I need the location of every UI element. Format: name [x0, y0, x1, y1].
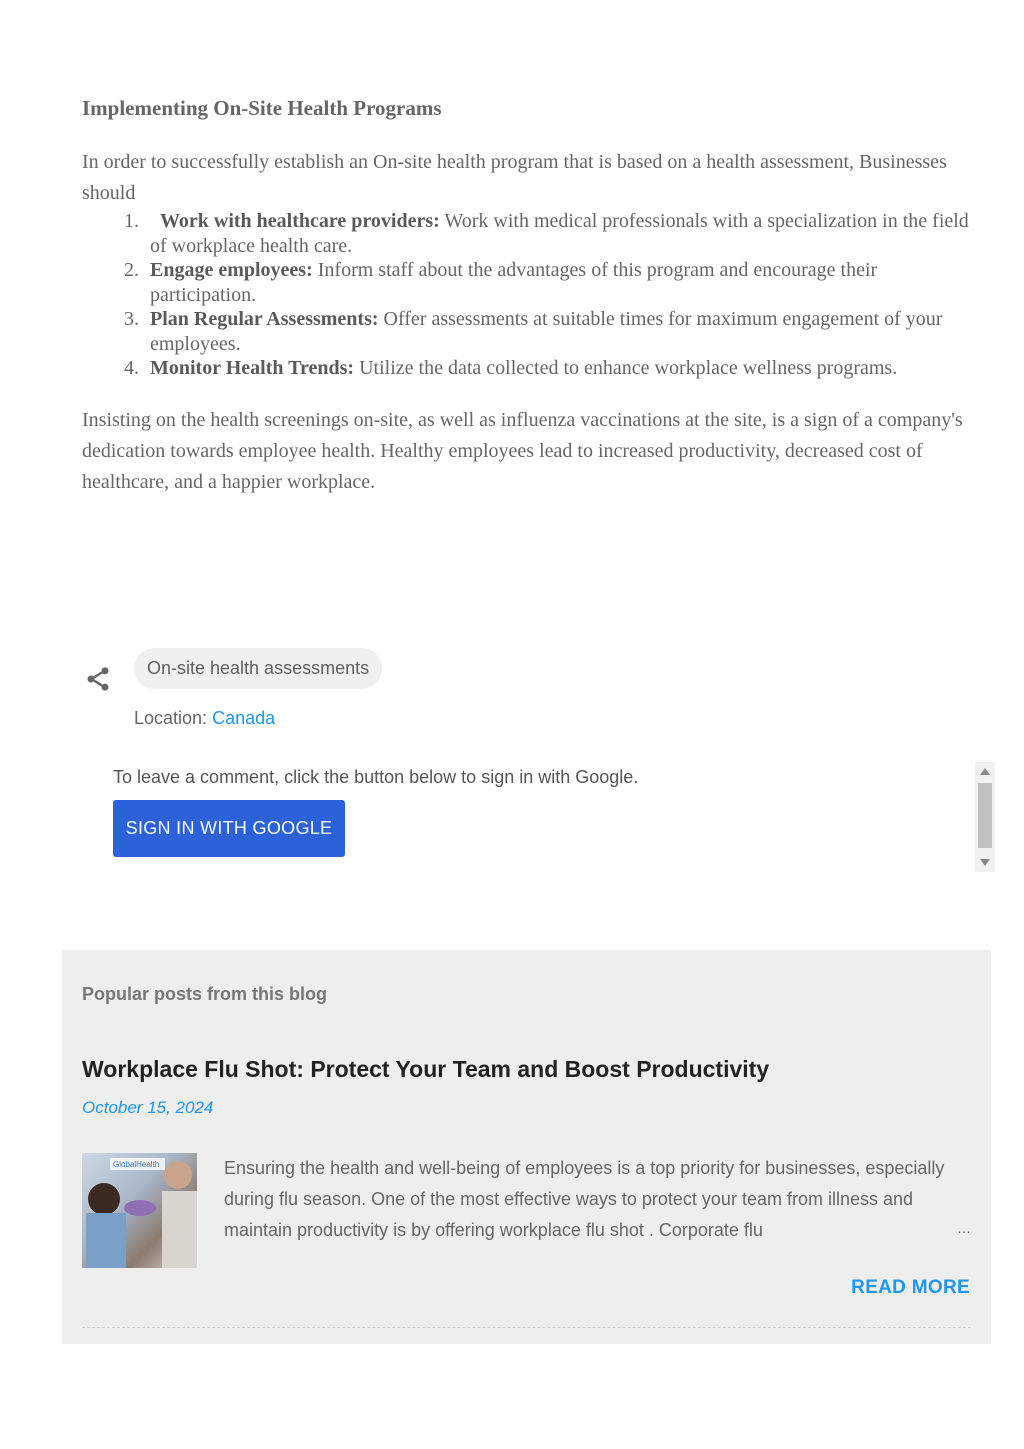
thumbnail-image — [82, 1153, 197, 1268]
step-title: Monitor Health Trends: — [150, 357, 355, 379]
scrollbar[interactable] — [975, 762, 995, 872]
popular-posts — [62, 950, 991, 1344]
step-title: Plan Regular Assessments: — [150, 308, 379, 330]
divider — [82, 1327, 971, 1328]
svg-text:GlobalHealth: GlobalHealth — [113, 1160, 160, 1169]
closing-paragraph: Insisting on the health screenings on-site, as well as influenza vaccinations at the site, is a sign of a company's dedication towards employee health. Healthy employees lead to increased productivity, decreased cost of healthcare, and a happier workplace. — [82, 408, 963, 493]
location-label: Location: — [134, 708, 208, 728]
location-link[interactable]: Canada — [212, 708, 276, 728]
popular-post-thumbnail[interactable] — [82, 1153, 197, 1268]
popular-heading: Popular posts from this blog — [82, 984, 328, 1004]
step-text: Work with medical professionals with a specialization in the field of workplace health care. — [150, 210, 969, 257]
step-text: Utilize the data collected to enhance workplace wellness programs. — [359, 357, 898, 379]
sign-in-with-google-button[interactable]: SIGN IN WITH GOOGLE — [113, 800, 345, 857]
intro-paragraph: In order to successfully establish an On-site health program that is based on a health assessment, Businesses should — [82, 151, 947, 204]
steps-list — [82, 209, 972, 381]
section-heading: Implementing On-Site Health Programs — [82, 96, 442, 120]
list-item — [144, 307, 972, 356]
scroll-up-icon[interactable] — [980, 768, 990, 775]
popular-post-title[interactable]: Workplace Flu Shot: Protect Your Team and Boost Productivity — [82, 1056, 770, 1082]
share-icon[interactable] — [84, 665, 112, 693]
read-more-link[interactable]: READ MORE — [851, 1277, 970, 1298]
label-chip[interactable]: On-site health assessments — [134, 648, 382, 689]
step-title: Work with healthcare providers: — [160, 210, 440, 232]
list-item — [144, 209, 972, 258]
post-body — [82, 92, 972, 498]
list-item — [144, 356, 972, 381]
post-card — [62, 62, 991, 949]
comment-prompt: To leave a comment, click the button below to sign in with Google. — [113, 767, 639, 787]
scroll-down-icon[interactable] — [980, 859, 990, 866]
comment-box — [113, 762, 945, 872]
step-text: Offer assessments at suitable times for maximum engagement of your employees. — [150, 308, 943, 355]
snippet-ellipsis[interactable]: … — [957, 1220, 971, 1236]
popular-post-snippet: Ensuring the health and well-being of employees is a top priority for businesses, especially during flu season. One of the most effective ways to protect your team from illness and maintain productivity is by offering workplace flu shot . Corporate flu — [224, 1158, 945, 1240]
step-title: Engage employees: — [150, 259, 313, 281]
scroll-thumb[interactable] — [978, 783, 992, 848]
list-item — [144, 258, 972, 307]
step-text: Inform staff about the advantages of this program and encourage their participation. — [150, 259, 878, 306]
popular-post-date[interactable]: October 15, 2024 — [82, 1098, 214, 1117]
location-line — [134, 708, 275, 729]
